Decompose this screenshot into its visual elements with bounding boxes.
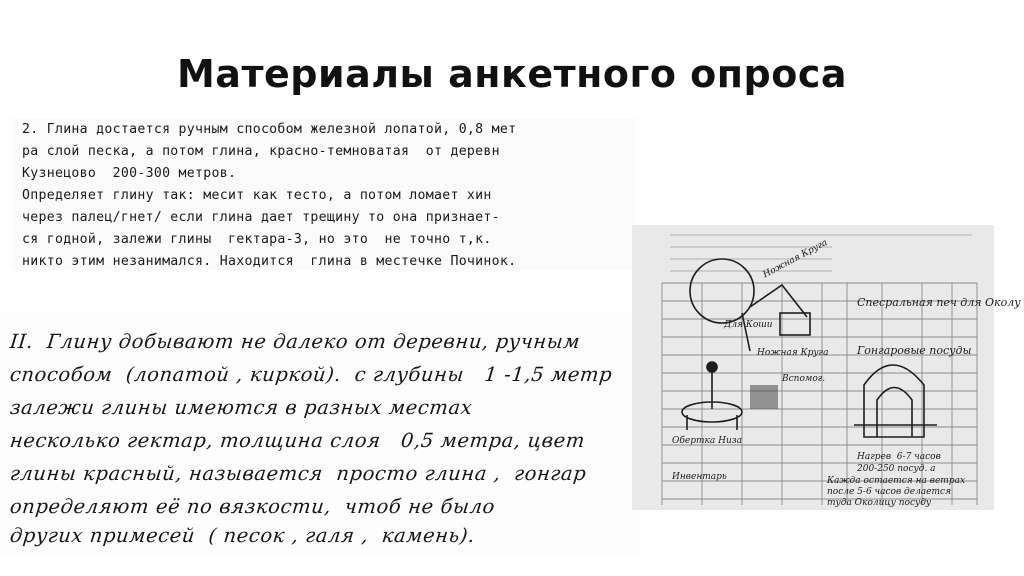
typed-line: 2. Глина достается ручным способом железной лопатой, 0,8 мет: [22, 122, 517, 137]
form-note: Вспомог.: [782, 374, 826, 384]
typed-line: ся годной, залежи глины гектара-3, но это не точно т,к.: [22, 232, 492, 247]
form-note: Обертка Низа: [672, 436, 743, 446]
typed-line: никто этим незанимался. Находится глина в местечке Починок.: [22, 254, 517, 269]
form-note: Ножная Круга: [757, 348, 829, 358]
form-note: туда Околицу посуду: [827, 498, 932, 508]
typed-line: ра слой песка, а потом глина, красно-темноватая от деревн: [22, 144, 500, 159]
typed-line: Кузнецово 200-300 метров.: [22, 166, 237, 181]
form-note: Ножная Круга: [761, 237, 830, 281]
handwritten-line: II. Глину добывают не далеко от деревни, ручным: [8, 330, 582, 353]
form-note: Нагрев 6-7 часов: [857, 452, 941, 462]
form-note: после 5-6 часов делается: [827, 487, 952, 497]
typed-line: Определяет глину так: месит как тесто, а потом ломает хин: [22, 188, 492, 203]
slide-title: Материалы анкетного опроса: [176, 52, 848, 96]
form-note: Инвентарь: [672, 472, 727, 482]
form-grid-and-sketches: [632, 225, 994, 510]
form-note: 200-250 посуд. а: [857, 464, 936, 474]
survey-form-scan: [632, 225, 1021, 510]
handwritten-line: залежи глины имеются в разных местах: [8, 396, 474, 419]
handwritten-line: несколько гектар, толщина слоя 0,5 метра, цвет: [8, 429, 587, 452]
form-note: Кажда остается на ветрах: [827, 476, 966, 486]
typed-document-scan: [12, 118, 636, 270]
typed-line: через палец/гнет/ если глина дает трещину то она признает-: [22, 210, 500, 225]
handwritten-line: других примесей ( песок , галя , камень).: [8, 524, 477, 547]
handwritten-line: определяют её по вязкости, чтоб не было: [8, 495, 497, 518]
handwritten-line: способом (лопатой , киркой). с глубины 1 -1,5 метр: [8, 363, 614, 386]
form-note: Гонгаровые посуды: [857, 344, 972, 357]
form-note: Для Коши: [724, 320, 773, 330]
handwritten-document-scan: [0, 312, 640, 556]
handwritten-line: глины красный, называется просто глина , гонгар: [8, 462, 588, 485]
form-note: Спесральная печ для Околу: [857, 296, 1021, 309]
